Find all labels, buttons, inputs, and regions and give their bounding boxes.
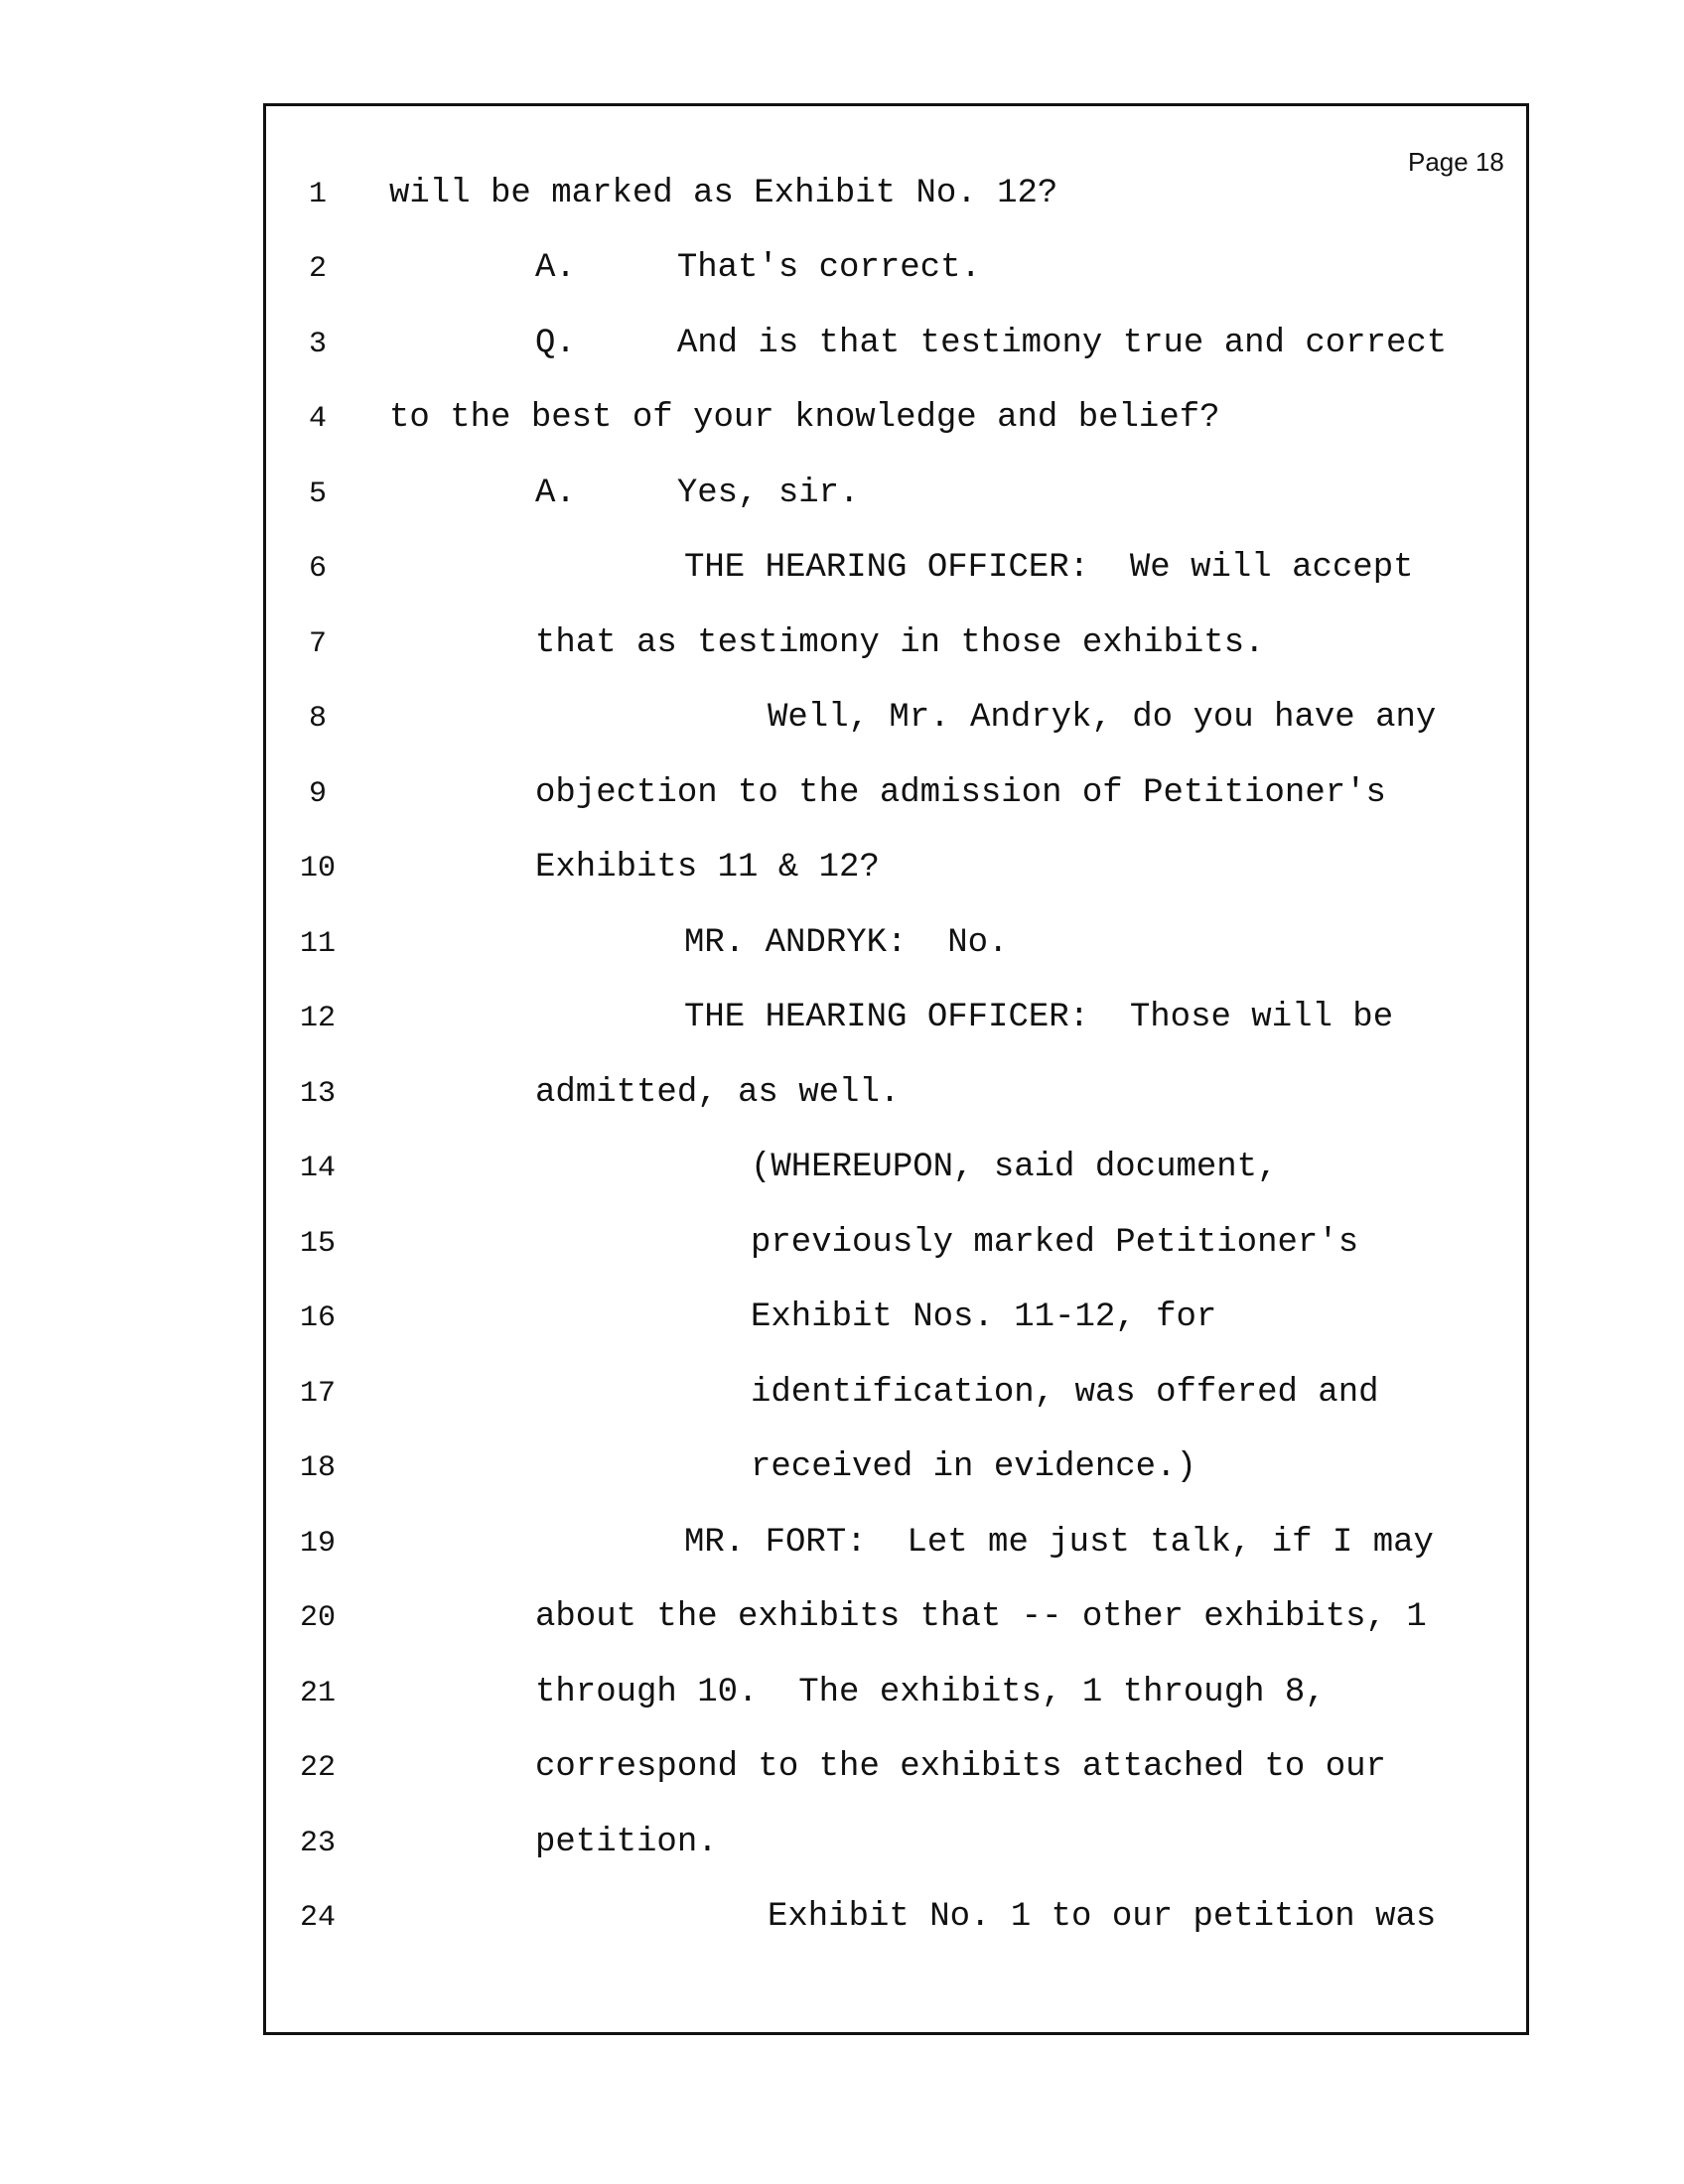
transcript-line: that as testimony in those exhibits. [535, 624, 1265, 662]
transcript-line: admitted, as well. [535, 1074, 901, 1112]
transcript-line: received in evidence.) [751, 1448, 1196, 1486]
line-number: 19 [299, 1527, 336, 1561]
line-number: 22 [299, 1751, 336, 1785]
page-number: Page 18 [1408, 147, 1504, 177]
line-number: 24 [299, 1901, 336, 1935]
line-number: 18 [299, 1451, 336, 1485]
line-number: 6 [308, 552, 327, 586]
transcript-line: about the exhibits that -- other exhibits, 1 [535, 1598, 1427, 1636]
line-number: 5 [308, 478, 327, 511]
transcript-line: identification, was offered and [751, 1374, 1379, 1412]
transcript-line: MR. ANDRYK: No. [684, 924, 1009, 962]
transcript-line: correspond to the exhibits attached to our [535, 1748, 1386, 1786]
transcript-line: Exhibits 11 & 12? [535, 849, 880, 887]
transcript-line: A. Yes, sir. [535, 475, 860, 512]
line-number: 2 [308, 252, 327, 286]
line-number: 10 [299, 852, 336, 886]
line-number: 1 [308, 178, 327, 211]
transcript-line: will be marked as Exhibit No. 12? [389, 175, 1058, 212]
line-number: 17 [299, 1377, 336, 1411]
transcript-line: to the best of your knowledge and belief? [389, 399, 1220, 437]
transcript-line: Well, Mr. Andryk, do you have any [768, 699, 1437, 737]
transcript-line: previously marked Petitioner's [751, 1224, 1359, 1262]
line-number: 8 [308, 702, 327, 736]
line-number: 20 [299, 1601, 336, 1635]
transcript-line: MR. FORT: Let me just talk, if I may [684, 1524, 1434, 1562]
transcript-line: objection to the admission of Petitioner's [535, 774, 1386, 812]
line-number: 21 [299, 1677, 336, 1710]
line-number: 16 [299, 1301, 336, 1335]
line-number: 14 [299, 1152, 336, 1185]
transcript-line: A. That's correct. [535, 249, 981, 287]
line-number: 23 [299, 1827, 336, 1860]
transcript-line: Exhibit Nos. 11-12, for [751, 1298, 1217, 1336]
transcript-line: THE HEARING OFFICER: We will accept [684, 549, 1414, 587]
transcript-page-frame [263, 103, 1529, 2035]
line-number: 11 [299, 927, 336, 961]
transcript-line: petition. [535, 1824, 718, 1861]
line-number: 13 [299, 1077, 336, 1111]
line-number: 4 [308, 402, 327, 436]
line-number: 7 [308, 627, 327, 661]
line-number: 9 [308, 777, 327, 811]
line-number: 3 [308, 328, 327, 361]
line-number: 12 [299, 1002, 336, 1035]
transcript-line: Q. And is that testimony true and correct [535, 325, 1448, 362]
transcript-line: through 10. The exhibits, 1 through 8, [535, 1674, 1326, 1711]
line-number: 15 [299, 1227, 336, 1261]
transcript-line: (WHEREUPON, said document, [751, 1149, 1278, 1186]
transcript-line: Exhibit No. 1 to our petition was [768, 1898, 1437, 1936]
transcript-line: THE HEARING OFFICER: Those will be [684, 999, 1394, 1036]
